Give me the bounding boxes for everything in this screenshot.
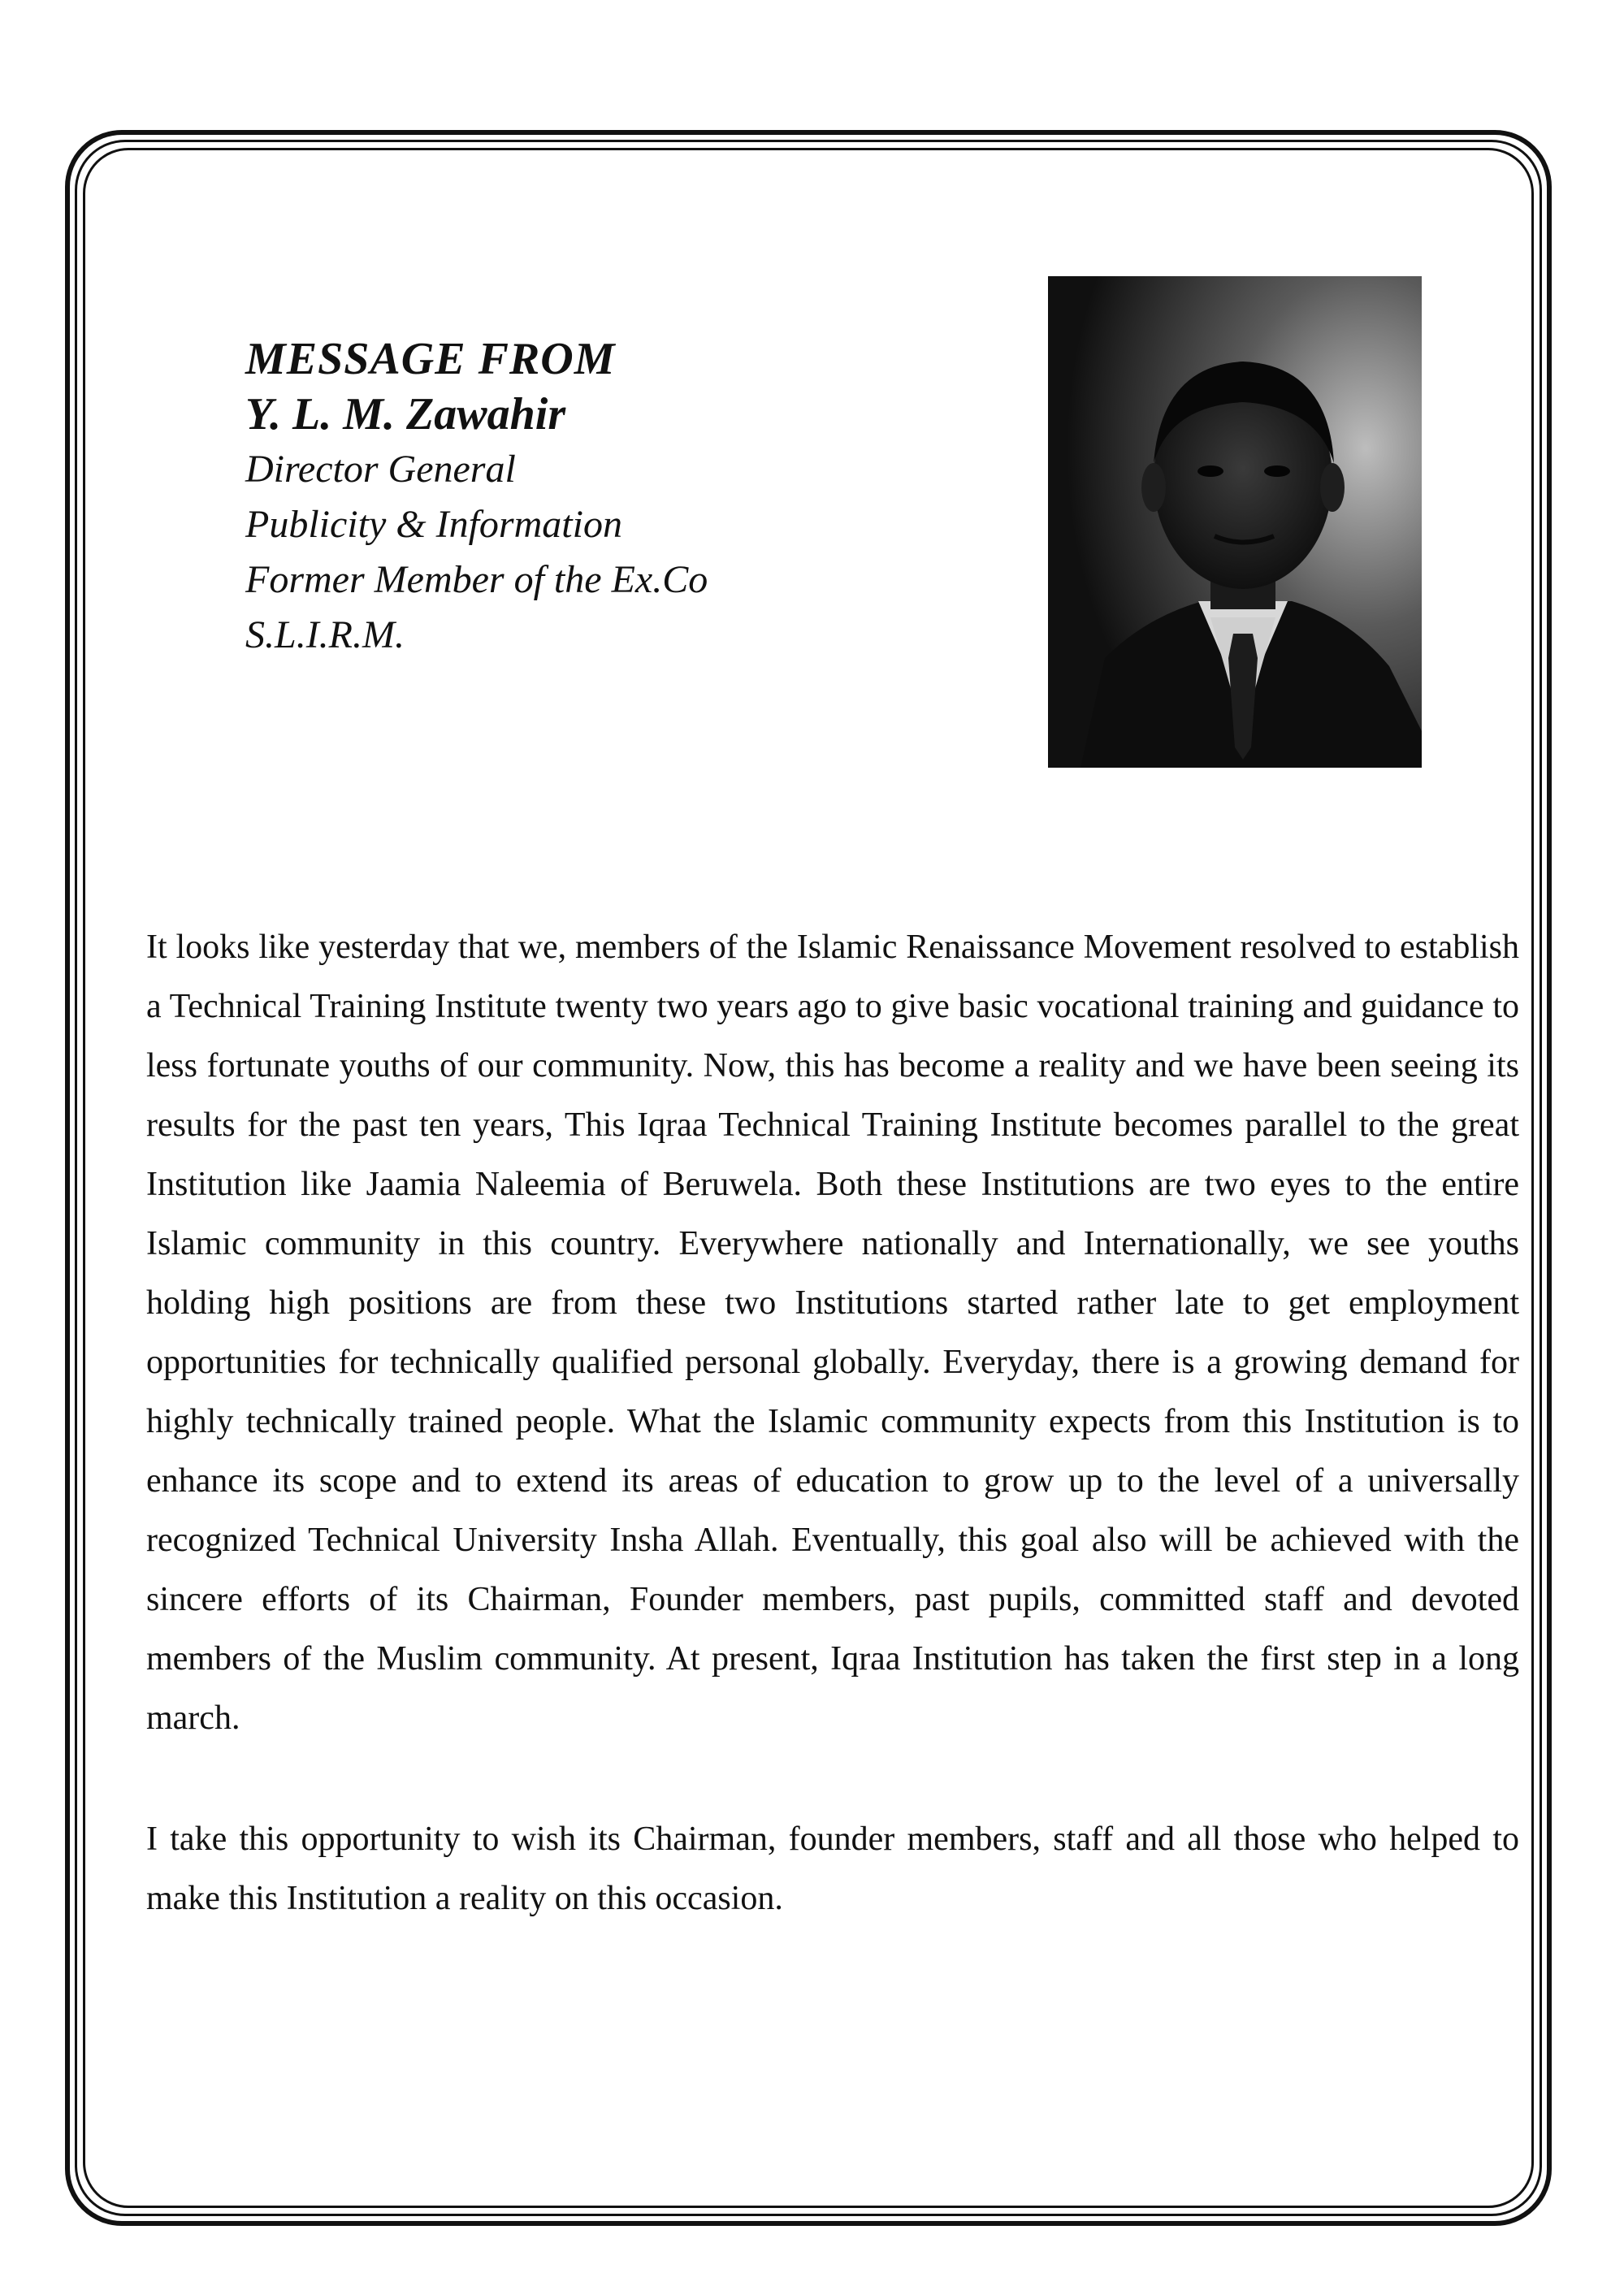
portrait-photo-icon [1048,276,1422,768]
author-designation: Former Member of the Ex.Co [245,558,708,601]
author-name: Y. L. M. Zawahir [245,389,566,439]
author-designation: Publicity & Information [245,503,622,546]
message-body [146,918,1519,1990]
author-designation: S.L.I.R.M. [245,613,405,656]
author-designation: Director General [245,448,516,491]
message-title: MESSAGE FROM [245,334,616,384]
body-paragraph: I take this opportunity to wish its Chairman, founder members, staff and all those who helped to make this Institution a reality on this occasion. [146,1821,1519,1917]
author-portrait-photo [1048,276,1422,768]
body-paragraph: It looks like yesterday that we, members of the Islamic Renaissance Movement resolved to establish a Technical Training Institute twenty two years ago to give basic vocational training and guidance to less fortunate youths of our community. Now, this has become a reality and we have been seeing its results for the past ten years, This Iqraa Technical Training Institute becomes parallel to the great Institution like Jaamia Naleemia of Beruwela. Both these Institutions are two eyes to the entire Islamic community in this country. Everywhere nationally and Internationally, we see youths holding high positions are from these two Institutions started rather late to get employment opportunities for technically qualified personal globally. Everyday, there is a growing demand for highly technically trained people. What the Islamic community expects from this Institution is to enhance its scope and to extend its areas of education to grow up to the level of a universally recognized Technical University Insha Allah. Eventually, this goal also will be achieved with the sincere efforts of its Chairman, Founder members, past pupils, committed staff and devoted members of the Muslim community. At present, Iqraa Institution has taken the first step in a long march. [146,929,1519,1737]
message-header [245,331,977,663]
